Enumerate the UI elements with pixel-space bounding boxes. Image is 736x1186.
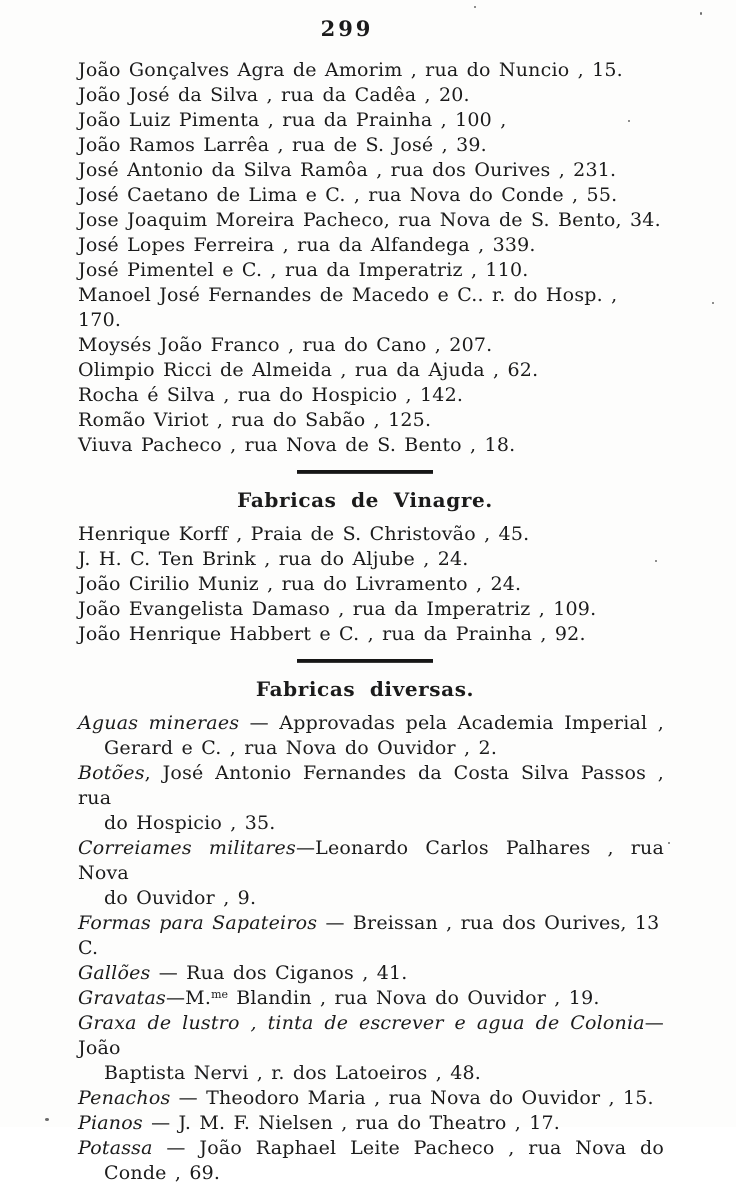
scan-speck bbox=[700, 12, 702, 15]
entry-term: Formas para Sapateiros bbox=[78, 912, 318, 934]
directory-entry: Olimpio Ricci de Almeida , rua da Ajuda , 62. bbox=[78, 359, 539, 381]
directory-entry bbox=[78, 836, 664, 911]
page-number: 299 bbox=[320, 16, 374, 41]
directory-entry: José Pimentel e C. , rua da Imperatriz , 110. bbox=[78, 259, 529, 281]
entry-continuation-line: Conde , 69. bbox=[104, 1162, 221, 1184]
directory-entry bbox=[78, 1111, 664, 1136]
directory-entry: Romão Viriot , rua do Sabão , 125. bbox=[78, 409, 432, 431]
scan-speck bbox=[655, 560, 657, 562]
directory-entry: José Antonio da Silva Ramôa , rua dos Ourives , 231. bbox=[78, 159, 617, 181]
entry-first-line bbox=[78, 1086, 664, 1111]
entry-text: — João Raphael Leite Pacheco , rua Nova do bbox=[152, 1137, 664, 1159]
entry-term: Correiames militares bbox=[78, 837, 296, 859]
entry-first-line bbox=[78, 761, 664, 811]
entry-term: Botões bbox=[78, 762, 145, 784]
entry-text: Blandin , rua Nova do Ouvidor , 19. bbox=[228, 987, 600, 1009]
directory-entry bbox=[78, 1086, 664, 1111]
entry-term: Potassa bbox=[78, 1137, 153, 1159]
directory-entry: João Luiz Pimenta , rua da Prainha , 100 , bbox=[78, 109, 507, 131]
section-names-list bbox=[78, 58, 664, 458]
entry-term: Gravatas bbox=[78, 987, 166, 1009]
entry-first-line bbox=[78, 1011, 664, 1061]
section-diversas-list bbox=[78, 711, 664, 1186]
entry-text: — Breissan , rua dos Ourives, 13 C. bbox=[78, 912, 660, 959]
entry-first-line bbox=[78, 711, 664, 736]
directory-entry: Jose Joaquim Moreira Pacheco, rua Nova de S. Bento, 34. bbox=[78, 209, 661, 231]
directory-entry: José Lopes Ferreira , rua da Alfandega , 339. bbox=[78, 234, 536, 256]
scan-speck bbox=[712, 302, 714, 304]
scan-speck bbox=[668, 842, 670, 844]
entry-continuation-line: Baptista Nervi , r. dos Latoeiros , 48. bbox=[104, 1062, 482, 1084]
entry-text: , José Antonio Fernandes da Costa Silva Passos , rua bbox=[78, 762, 664, 809]
directory-entry: Henrique Korff , Praia de S. Christovão , 45. bbox=[78, 523, 530, 545]
entry-first-line bbox=[78, 986, 664, 1011]
scan-speck bbox=[474, 6, 476, 8]
entry-text: — Theodoro Maria , rua Nova do Ouvidor , 15. bbox=[170, 1087, 654, 1109]
entry-continuation-line: Gerard e C. , rua Nova do Ouvidor , 2. bbox=[104, 737, 498, 759]
section-heading-vinagre: Fabricas de Vinagre. bbox=[237, 488, 493, 512]
directory-entry bbox=[78, 711, 664, 761]
entry-first-line bbox=[78, 961, 664, 986]
section-divider-rule bbox=[297, 659, 433, 663]
directory-entry: José Caetano de Lima e C. , rua Nova do Conde , 55. bbox=[78, 184, 618, 206]
entry-term: Graxa de lustro , tinta de escrever e agua de Colonia bbox=[78, 1012, 645, 1034]
entry-text: — Approvadas pela Academia Imperial , bbox=[239, 712, 664, 734]
directory-entry: João Ramos Larrêa , rua de S. José , 39. bbox=[78, 134, 487, 156]
entry-term: Aguas mineraes bbox=[78, 712, 240, 734]
entry-text: — J. M. F. Nielsen , rua do Theatro , 17. bbox=[142, 1112, 561, 1134]
directory-entry bbox=[78, 961, 664, 986]
entry-term: Pianos bbox=[78, 1112, 143, 1134]
entry-text: —Leonardo Carlos Palhares , rua Nova bbox=[78, 837, 664, 884]
directory-entry: João Henrique Habbert e C. , rua da Prainha , 92. bbox=[78, 623, 586, 645]
section-divider-rule bbox=[297, 470, 433, 474]
section-vinagre-list bbox=[78, 522, 664, 647]
entry-first-line bbox=[78, 1111, 664, 1136]
directory-entry bbox=[78, 986, 664, 1011]
directory-entry: Moysés João Franco , rua do Cano , 207. bbox=[78, 334, 493, 356]
section-heading-diversas: Fabricas diversas. bbox=[255, 677, 475, 701]
directory-entry: Viuva Pacheco , rua Nova de S. Bento , 18. bbox=[78, 434, 516, 456]
entry-superscript: me bbox=[211, 988, 229, 1001]
directory-entry: J. H. C. Ten Brink , rua do Aljube , 24. bbox=[78, 548, 469, 570]
entry-text: — Rua dos Ciganos , 41. bbox=[150, 962, 408, 984]
entry-text: — João bbox=[78, 1012, 664, 1059]
scan-speck bbox=[628, 120, 630, 122]
entry-continuation-line: do Ouvidor , 9. bbox=[104, 887, 257, 909]
entry-term: Penachos bbox=[78, 1087, 171, 1109]
directory-entry: Manoel José Fernandes de Macedo e C.. r. do Hosp. , 170. bbox=[78, 284, 618, 331]
directory-entry: João José da Silva , rua da Cadêa , 20. bbox=[78, 84, 470, 106]
directory-entry: Rocha é Silva , rua do Hospicio , 142. bbox=[78, 384, 464, 406]
entry-text: —M. bbox=[165, 987, 212, 1009]
entry-term: Gallões bbox=[78, 962, 151, 984]
directory-entry bbox=[78, 911, 664, 961]
directory-entry bbox=[78, 1011, 664, 1086]
directory-entry: João Evangelista Damaso , rua da Imperatriz , 109. bbox=[78, 598, 597, 620]
scan-speck bbox=[45, 1118, 49, 1121]
directory-entry bbox=[78, 761, 664, 836]
directory-entry bbox=[78, 1136, 664, 1186]
entry-first-line bbox=[78, 1136, 664, 1161]
entry-continuation-line: do Hospicio , 35. bbox=[104, 812, 276, 834]
entry-first-line bbox=[78, 911, 664, 961]
directory-entry: João Cirilio Muniz , rua do Livramento , 24. bbox=[78, 573, 522, 595]
directory-entry: João Gonçalves Agra de Amorim , rua do Nuncio , 15. bbox=[78, 59, 623, 81]
entry-first-line bbox=[78, 836, 664, 886]
